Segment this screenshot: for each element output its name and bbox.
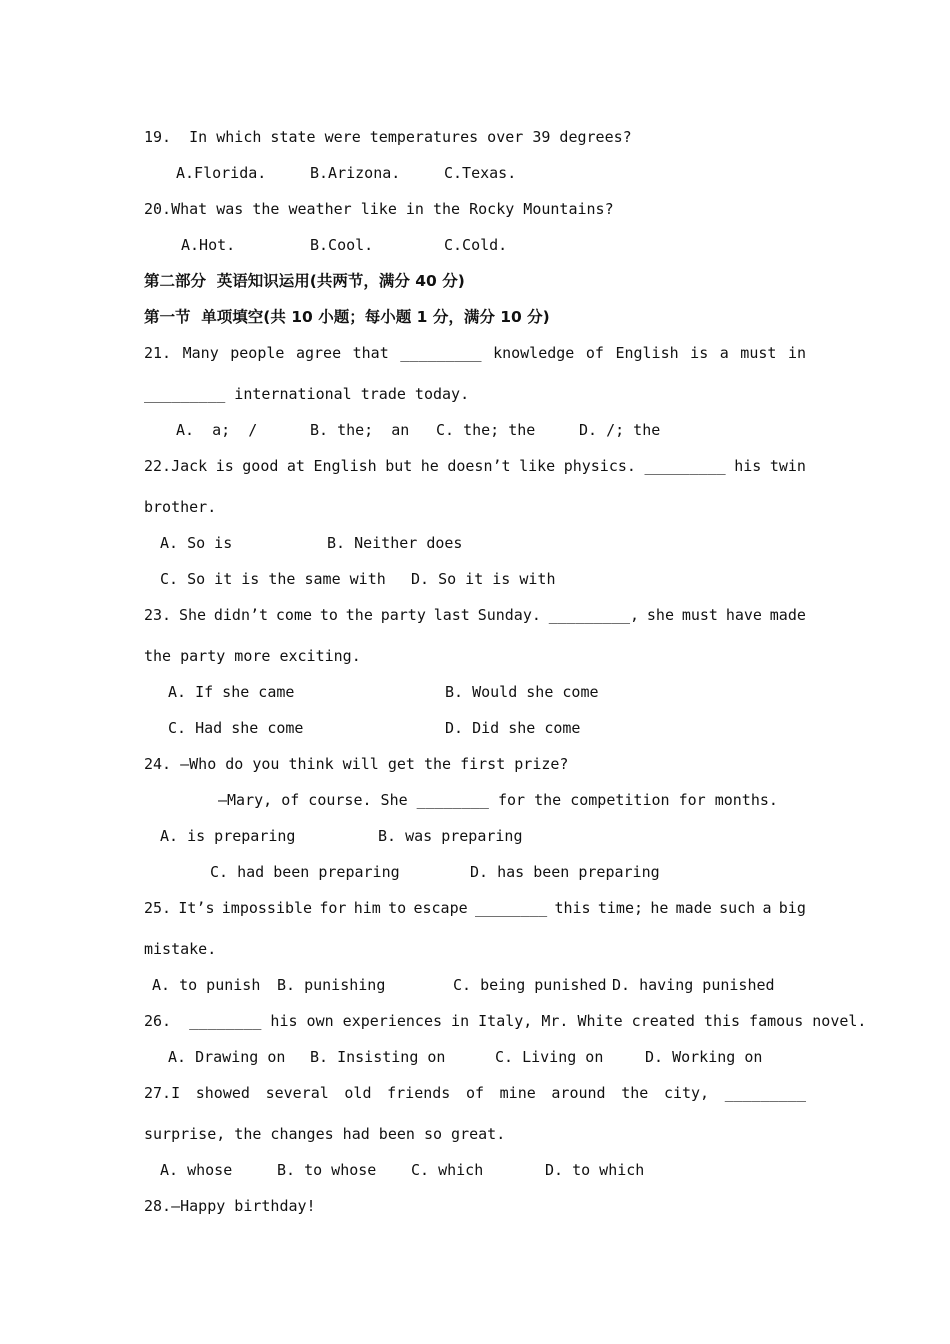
word: Many	[182, 344, 219, 362]
q24-option-a: A. is preparing	[160, 827, 296, 845]
word: have	[725, 606, 762, 624]
word: party	[380, 606, 426, 624]
q25-option-a: A. to punish	[152, 976, 261, 994]
q19-option-a: A.Florida.	[176, 164, 267, 182]
word: this	[554, 899, 591, 917]
word: is	[690, 344, 709, 362]
word: 25.	[144, 899, 172, 917]
word: he	[420, 457, 439, 475]
q21-line2: _________ international trade today.	[144, 385, 470, 403]
word: Sunday.	[477, 606, 541, 624]
word: big	[778, 899, 806, 917]
word: time;	[597, 899, 644, 917]
word: 27.I	[144, 1084, 181, 1102]
word: agree	[295, 344, 342, 362]
word: made	[675, 899, 712, 917]
q23-option-b: B. Would she come	[445, 683, 599, 701]
q27-option-d: D. to which	[545, 1161, 645, 1179]
q25-option-d: D. having punished	[612, 976, 775, 994]
word: that	[352, 344, 389, 362]
word: doesn’t	[447, 457, 511, 475]
q19-option-c: C.Texas.	[444, 164, 517, 182]
word: for	[319, 899, 347, 917]
q20-stem: 20.What was the weather like in the Rocky Mountains?	[144, 200, 614, 218]
q25-option-c: C. being punished	[453, 976, 607, 994]
q22-line1	[144, 456, 806, 476]
blank: ________	[474, 899, 548, 917]
blank: _________	[644, 457, 726, 475]
blank: _________	[724, 1084, 806, 1102]
word: It’s	[178, 899, 215, 917]
word: his	[734, 457, 762, 475]
q26-line1: 26. ________ his own experiences in Italy, Mr. White created this famous novel.	[144, 1012, 867, 1030]
word: but	[385, 457, 413, 475]
word: 22.Jack	[144, 457, 208, 475]
q21-line1	[144, 343, 806, 363]
word: last	[433, 606, 470, 624]
word: must	[740, 344, 777, 362]
word: mine	[499, 1084, 536, 1102]
q22-option-a: A. So is	[160, 534, 233, 552]
word: impossible	[221, 899, 313, 917]
word: is	[215, 457, 234, 475]
word: must	[681, 606, 718, 624]
word: knowledge	[493, 344, 575, 362]
q26-option-d: D. Working on	[645, 1048, 763, 1066]
q22-option-c: C. So it is the same with	[160, 570, 386, 588]
q24-option-d: D. has been preparing	[470, 863, 660, 881]
word: English	[313, 457, 377, 475]
word: the	[621, 1084, 649, 1102]
q27-option-c: C. which	[411, 1161, 484, 1179]
word: 23.	[144, 606, 172, 624]
q27-option-b: B. to whose	[277, 1161, 377, 1179]
q19-option-b: B.Arizona.	[310, 164, 401, 182]
q22-line2: brother.	[144, 498, 217, 516]
word: escape	[413, 899, 468, 917]
word: the	[345, 606, 373, 624]
q25-option-b: B. punishing	[277, 976, 386, 994]
q24-line2: —Mary, of course. She ________ for the competition for months.	[218, 791, 778, 809]
word: showed	[195, 1084, 250, 1102]
q27-option-a: A. whose	[160, 1161, 233, 1179]
q28-line1: 28.—Happy birthday!	[144, 1197, 316, 1215]
word: several	[265, 1084, 329, 1102]
q25-line1	[144, 898, 806, 918]
q23-option-d: D. Did she come	[445, 719, 581, 737]
word: made	[769, 606, 806, 624]
word: didn’t	[213, 606, 269, 624]
q21-option-a: A. a; /	[176, 421, 258, 439]
word: in	[787, 344, 806, 362]
q24-line1: 24. —Who do you think will get the first prize?	[144, 755, 569, 773]
blank: _________,	[548, 606, 640, 624]
word: old	[344, 1084, 372, 1102]
q23-line2: the party more exciting.	[144, 647, 361, 665]
q23-option-c: C. Had she come	[168, 719, 304, 737]
q21-option-b: B. the; an	[310, 421, 410, 439]
word: he	[650, 899, 669, 917]
q25-line2: mistake.	[144, 940, 217, 958]
q21-option-c: C. the; the	[436, 421, 536, 439]
blank: _________	[400, 344, 482, 362]
word: come	[275, 606, 313, 624]
word: city,	[663, 1084, 710, 1102]
word: to	[319, 606, 338, 624]
word: a	[762, 899, 772, 917]
word: at	[286, 457, 305, 475]
q23-line1	[144, 605, 806, 625]
word: 21.	[144, 344, 172, 362]
q26-option-c: C. Living on	[495, 1048, 604, 1066]
section-heading: 第一节 单项填空(共 10 小题；每小题 1 分，满分 10 分)	[144, 308, 550, 326]
word: she	[646, 606, 674, 624]
word: She	[178, 606, 207, 624]
word: good	[242, 457, 279, 475]
q21-option-d: D. /; the	[579, 421, 661, 439]
q26-option-b: B. Insisting on	[310, 1048, 446, 1066]
word: physics.	[563, 457, 636, 475]
word: of	[585, 344, 604, 362]
q19-stem: 19. In which state were temperatures over 39 degrees?	[144, 128, 632, 146]
q22-option-b: B. Neither does	[327, 534, 463, 552]
q22-option-d: D. So it is with	[411, 570, 556, 588]
word: of	[465, 1084, 485, 1102]
q20-option-b: B.Cool.	[310, 236, 374, 254]
q23-option-a: A. If she came	[168, 683, 295, 701]
q20-option-c: C.Cold.	[444, 236, 508, 254]
word: to	[388, 899, 407, 917]
word: around	[551, 1084, 606, 1102]
q27-line1	[144, 1083, 806, 1103]
word: him	[353, 899, 381, 917]
q24-option-b: B. was preparing	[378, 827, 523, 845]
q20-option-a: A.Hot.	[181, 236, 236, 254]
word: such	[719, 899, 756, 917]
word: English	[615, 344, 679, 362]
word: people	[230, 344, 285, 362]
word: a	[719, 344, 729, 362]
q27-line2: surprise, the changes had been so great.	[144, 1125, 506, 1143]
word: friends	[387, 1084, 451, 1102]
q26-option-a: A. Drawing on	[168, 1048, 286, 1066]
part-heading: 第二部分 英语知识运用(共两节，满分 40 分)	[144, 272, 465, 290]
word: like	[519, 457, 556, 475]
word: twin	[769, 457, 806, 475]
q24-option-c: C. had been preparing	[210, 863, 400, 881]
